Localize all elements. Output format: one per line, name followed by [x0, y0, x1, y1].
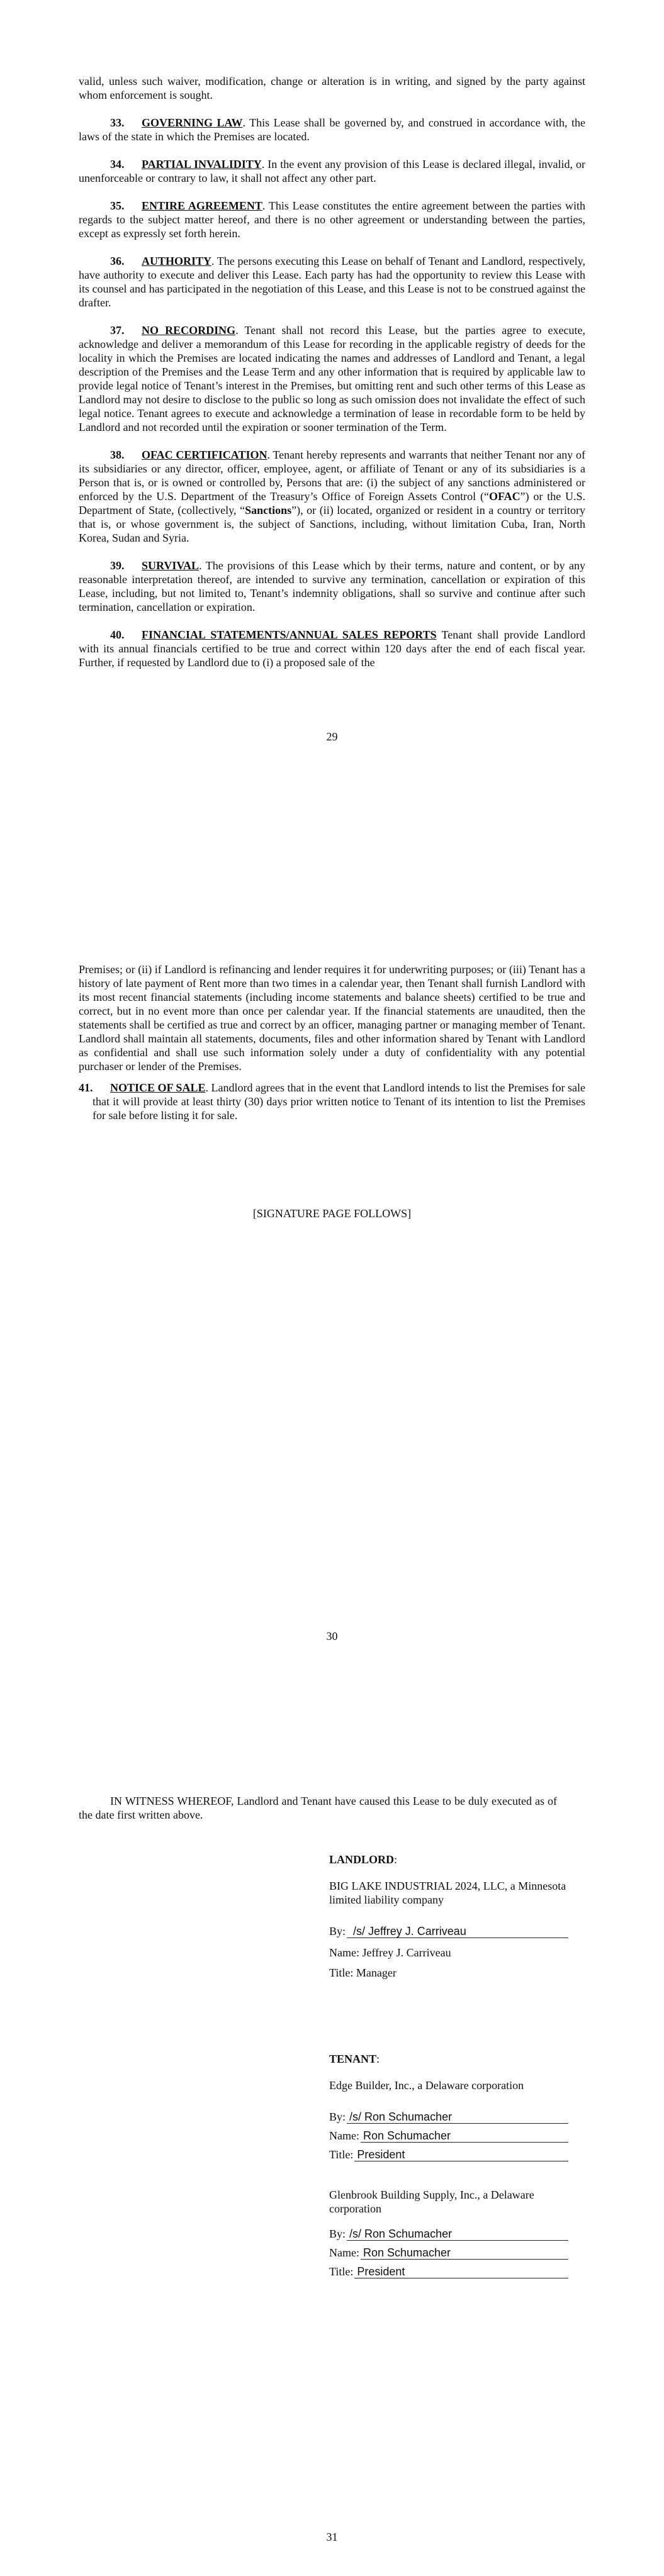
section-heading: AUTHORITY — [142, 255, 212, 267]
section-body: . Tenant hereby represents and warrants that neither Tenant nor any of its subsidiaries or any director, officer, employee, agent, or affiliate of Tenant or any of its subsidiaries is a Person that is, or is owned or controlled by, Persons that are: (i) the subject of any sanctions administered or enforced by the U.S. Department of the Treasury’s Office of Foreign Assets Control (“ — [79, 449, 585, 503]
section-39 — [79, 559, 585, 614]
section-40 — [79, 628, 585, 669]
tenant-1-name: Ron Schumacher — [361, 2129, 568, 2143]
defined-term-sanctions: Sanctions — [245, 504, 292, 516]
section-body: . In the event any provision of this Lease is declared illegal, invalid, or unenforceable or contrary to law, it shall not affect any other part. — [79, 158, 585, 184]
section-number: 38. — [110, 449, 125, 461]
tenant-2-name-line — [329, 2246, 568, 2260]
section-number: 36. — [110, 255, 125, 267]
section-number: 41. — [79, 1081, 93, 1094]
tenant-heading: TENANT: — [329, 2053, 380, 2065]
signature-page-follows: [SIGNATURE PAGE FOLLOWS] — [252, 1207, 412, 1220]
section-40-continuation: Premises; or (ii) if Landlord is refinancing and lender requires it for underwriting purposes; or (iii) Tenant has a history of late payment of Rent more than two times in a calendar year, then Tenant shall furnish Landlord with its most recent financial statements (including income statements and balance sheets) certified to be true and correct, but in no event more than once per calendar year. If the financial statements are unaudited, then the statements shall be certified as true and correct by an officer, managing partner or managing member of Tenant. Landlord shall maintain all statements, documents, files and other information shared by Tenant with Landlord as confidential and shall use such information solely under a duty of confidentiality with any potential purchaser or lender of the Premises. — [79, 963, 585, 1073]
section-36 — [79, 254, 585, 309]
section-number: 33. — [110, 116, 125, 129]
tenant-2-by-line — [329, 2227, 568, 2241]
tenant-2-title-line — [329, 2265, 568, 2278]
section-heading: ENTIRE AGREEMENT — [142, 199, 262, 212]
tenant-entity-glenbrook: Glenbrook Building Supply, Inc., a Delaware corporation — [329, 2188, 534, 2215]
section-heading: SURVIVAL — [142, 559, 200, 572]
section-heading: NOTICE OF SALE — [110, 1081, 206, 1094]
section-33 — [79, 116, 585, 143]
title-label: Title: — [329, 2148, 354, 2161]
landlord-by-line — [329, 1924, 568, 1938]
section-41 — [79, 1081, 585, 1122]
section-number: 37. — [110, 324, 125, 337]
tenant-2-title: President — [354, 2265, 568, 2278]
tenant-1-by-line — [329, 2110, 568, 2124]
tenant-2-name: Ron Schumacher — [361, 2246, 568, 2260]
section-heading: NO RECORDING — [142, 324, 236, 337]
name-label: Name: — [329, 2246, 359, 2259]
page-29-content — [79, 74, 585, 669]
section-heading: FINANCIAL STATEMENTS/ANNUAL SALES REPORTS — [142, 628, 437, 641]
section-number: 35. — [110, 199, 125, 212]
page-29 — [0, 0, 664, 962]
title-label: Title: — [329, 2265, 354, 2278]
section-number: 34. — [110, 158, 125, 170]
section-body: . This Lease constitutes the entire agreement between the parties with regards to the subject matter hereof, and there is no other agreement or understanding between the parties, except as expressly set forth herein. — [79, 199, 585, 240]
tenant-entity-edge-builder: Edge Builder, Inc., a Delaware corporation — [329, 2079, 524, 2092]
page-30 — [0, 962, 664, 1705]
by-label: By: — [329, 2228, 346, 2240]
section-body: . The persons executing this Lease on behalf of Tenant and Landlord, respectively, have authority to execute and deliver this Lease. Each party has had the opportunity to review this Lease with its counsel and has participated in the negotiation of this Lease, and this Lease is not to be construed against the drafter. — [79, 255, 585, 309]
tenant-1-title-line — [329, 2148, 568, 2161]
tenant-1-name-line — [329, 2129, 568, 2143]
landlord-heading: LANDLORD: — [329, 1853, 398, 1866]
landlord-signature: /s/ Jeffrey J. Carriveau — [347, 1925, 568, 1938]
tenant-1-signature: /s/ Ron Schumacher — [347, 2110, 568, 2124]
section-body: ”), or (ii) located, organized or resident in a country or territory that is, or whose government is, the subject of Sanctions, including, without limitation Cuba, Iran, North Korea, Sudan and Syria. — [79, 504, 585, 544]
page-number-30: 30 — [326, 1630, 338, 1642]
landlord-name-line: Name: Jeffrey J. Carriveau — [329, 1946, 451, 1959]
section-37 — [79, 323, 585, 434]
page-number-31: 31 — [326, 2531, 338, 2543]
section-body: . The provisions of this Lease which by their terms, nature and content, or by any reasonable interpretation thereof, are intended to survive any termination, cancellation or expiration of this Lease, including, but not limited to, Tenant’s indemnity obligations, shall so survive and continue after such termination, cancellation or expiration. — [79, 559, 585, 613]
section-number: 39. — [110, 559, 125, 572]
section-body: . Tenant shall not record this Lease, but the parties agree to execute, acknowledge and deliver a memorandum of this Lease for recording in the applicable registry of deeds for the locality in which the Premises are located indicating the names and addresses of Landlord and Tenant, a legal description of the Premises and the Lease Term and any other information that is required by applicable law to provide legal notice of Tenant’s interest in the Premises, but omitting rent and such other terms of this Lease as Landlord may not desire to disclose to the public so long as such omission does not invalidate the effect of such legal notice. Tenant agrees to execute and acknowledge a termination of lease in recordable form to be held by Landlord and not recorded until the expiration or sooner termination of the Term. — [79, 324, 585, 433]
tenant-2-signature: /s/ Ron Schumacher — [347, 2228, 568, 2241]
by-label: By: — [329, 1925, 346, 1938]
section-35 — [79, 199, 585, 240]
page-31 — [0, 1705, 664, 2576]
section-heading: OFAC CERTIFICATION — [142, 449, 267, 461]
section-body: Tenant shall provide Landlord with its annual financials certified to be true and correct within 120 days after the end of each fiscal year. Further, if requested by Landlord due to (i) a proposed sale of the — [79, 628, 585, 669]
page-30-content — [79, 962, 585, 1122]
name-label: Name: — [329, 2129, 359, 2142]
tenant-signature-block — [329, 2052, 568, 2283]
tenant-1-title: President — [354, 2148, 568, 2161]
section-body: . This Lease shall be governed by, and construed in accordance with, the laws of the state in which the Premises are located. — [79, 116, 585, 143]
by-label: By: — [329, 2110, 346, 2123]
section-body: . Landlord agrees that in the event that Landlord intends to list the Premises for sale that it will provide at least thirty (30) days prior written notice to Tenant of its intention to list the Premises for sale before listing it for sale. — [93, 1081, 585, 1122]
landlord-entity: BIG LAKE INDUSTRIAL 2024, LLC, a Minnesota limited liability company — [329, 1880, 566, 1906]
section-number: 40. — [110, 628, 125, 641]
section-heading: GOVERNING LAW — [142, 116, 243, 129]
section-heading: PARTIAL INVALIDITY — [142, 158, 262, 170]
landlord-signature-block — [329, 1853, 568, 1986]
section-38 — [79, 448, 585, 545]
section-34 — [79, 157, 585, 185]
witness-clause: IN WITNESS WHEREOF, Landlord and Tenant have caused this Lease to be duly executed as of the date first written above. — [79, 1795, 557, 1821]
page-number-29: 29 — [326, 730, 338, 743]
defined-term-ofac: OFAC — [488, 490, 521, 503]
section-body: ”) or the U.S. Department of State, (collectively, “ — [79, 490, 586, 516]
intro-paragraph: valid, unless such waiver, modification, change or alteration is in writing, and signed by the party against whom enforcement is sought. — [79, 75, 585, 101]
landlord-title-line: Title: Manager — [329, 1966, 397, 1979]
